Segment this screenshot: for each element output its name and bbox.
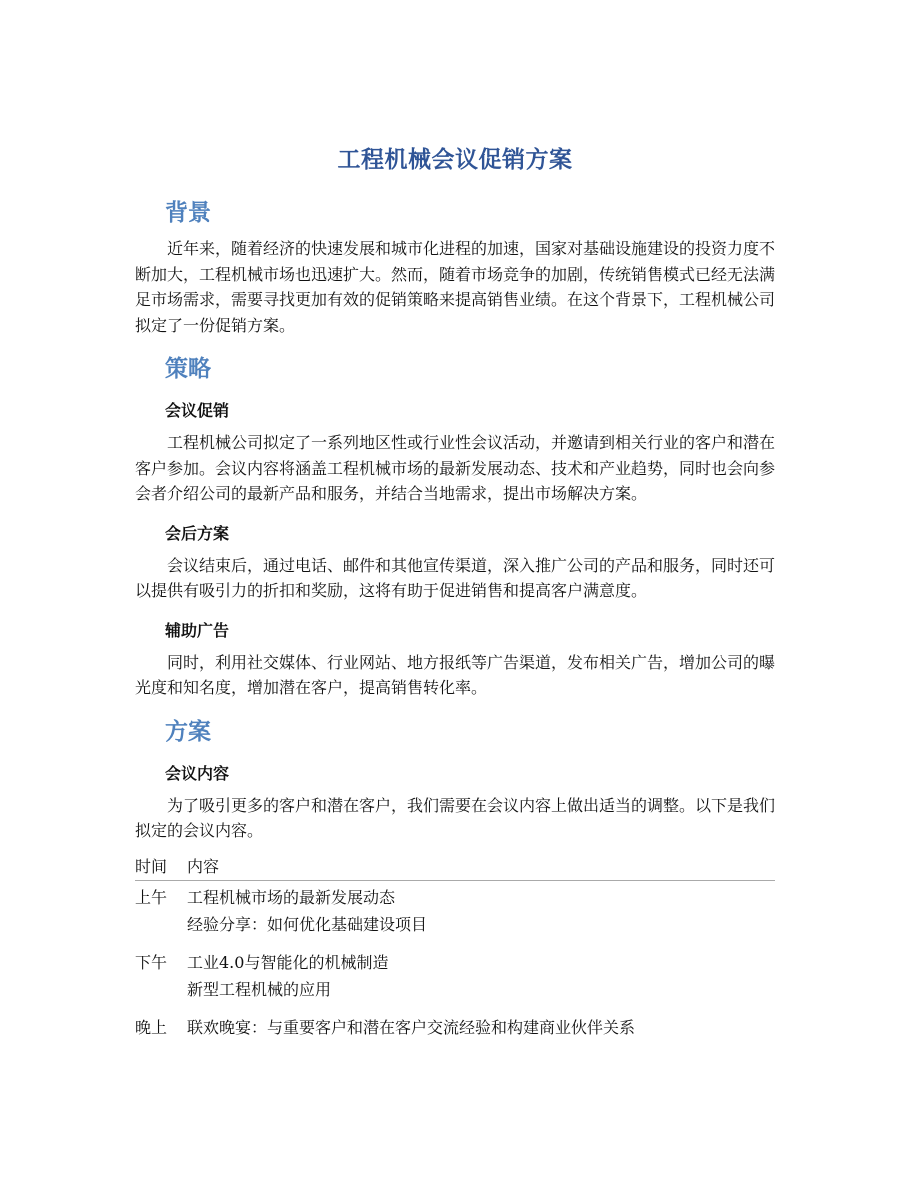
subheading-meeting-promo: 会议促销 [165, 401, 230, 420]
schedule-item: 新型工程机械的应用 [187, 979, 332, 999]
schedule-item: 工程机械市场的最新发展动态 [187, 887, 396, 907]
schedule-items [187, 1014, 775, 1041]
schedule-header-time: 时间 [135, 856, 168, 876]
post-meeting-paragraph: 会议结束后，通过电话、邮件和其他宣传渠道，深入推广公司的产品和服务，同时还可以提供有吸引力的折扣和奖励，这将有助于促进销售和提高客户满意度。 [135, 555, 776, 600]
subheading-post-meeting: 会后方案 [165, 523, 230, 543]
document-page [135, 140, 775, 1049]
section-heading-plan: 方案 [165, 718, 211, 745]
section-heading-background: 背景 [165, 200, 211, 226]
schedule-row-afternoon [135, 946, 775, 1003]
meeting-promo-paragraph: 工程机械公司拟定了一系列地区性或行业性会议活动，并邀请到相关行业的客户和潜在客户参加。会议内容将涵盖工程机械市场的最新发展动态、技术和产业趋势，同时也会向参会者介绍公司的最新产品和服务，并结合当地需求，提出市场解决方案。 [135, 433, 776, 503]
document-title: 工程机械会议促销方案 [337, 147, 573, 173]
schedule-time: 下午 [135, 952, 168, 972]
schedule-item: 联欢晚宴：与重要客户和潜在客户交流经验和构建商业伙伴关系 [187, 1017, 636, 1037]
section-heading-strategy: 策略 [165, 356, 211, 382]
schedule-table [135, 854, 775, 1041]
schedule-item: 工业4.0与智能化的机械制造 [187, 952, 389, 972]
schedule-time: 上午 [135, 887, 168, 907]
schedule-items [187, 949, 775, 1003]
schedule-row-evening [135, 1011, 775, 1041]
schedule-items [187, 884, 775, 938]
schedule-item: 经验分享：如何优化基础建设项目 [187, 914, 428, 934]
ads-paragraph: 同时，利用社交媒体、行业网站、地方报纸等广告渠道，发布相关广告，增加公司的曝光度和知名度，增加潜在客户，提高销售转化率。 [135, 652, 776, 697]
subheading-ads: 辅助广告 [165, 620, 230, 640]
schedule-row-morning [135, 881, 775, 938]
background-paragraph: 近年来，随着经济的快速发展和城市化进程的加速，国家对基础设施建设的投资力度不断加大，工程机械市场也迅速扩大。然而，随着市场竞争的加剧，传统销售模式已经无法满足市场需求，需要寻找更加有效的促销策略来提高销售业绩。在这个背景下，工程机械公司拟定了一份促销方案。 [135, 239, 776, 335]
meeting-content-paragraph: 为了吸引更多的客户和潜在客户，我们需要在会议内容上做出适当的调整。以下是我们拟定的会议内容。 [135, 795, 776, 840]
schedule-time: 晚上 [135, 1017, 168, 1037]
schedule-header-row [135, 854, 775, 881]
subheading-meeting-content: 会议内容 [165, 763, 230, 783]
schedule-header-content: 内容 [187, 856, 220, 876]
